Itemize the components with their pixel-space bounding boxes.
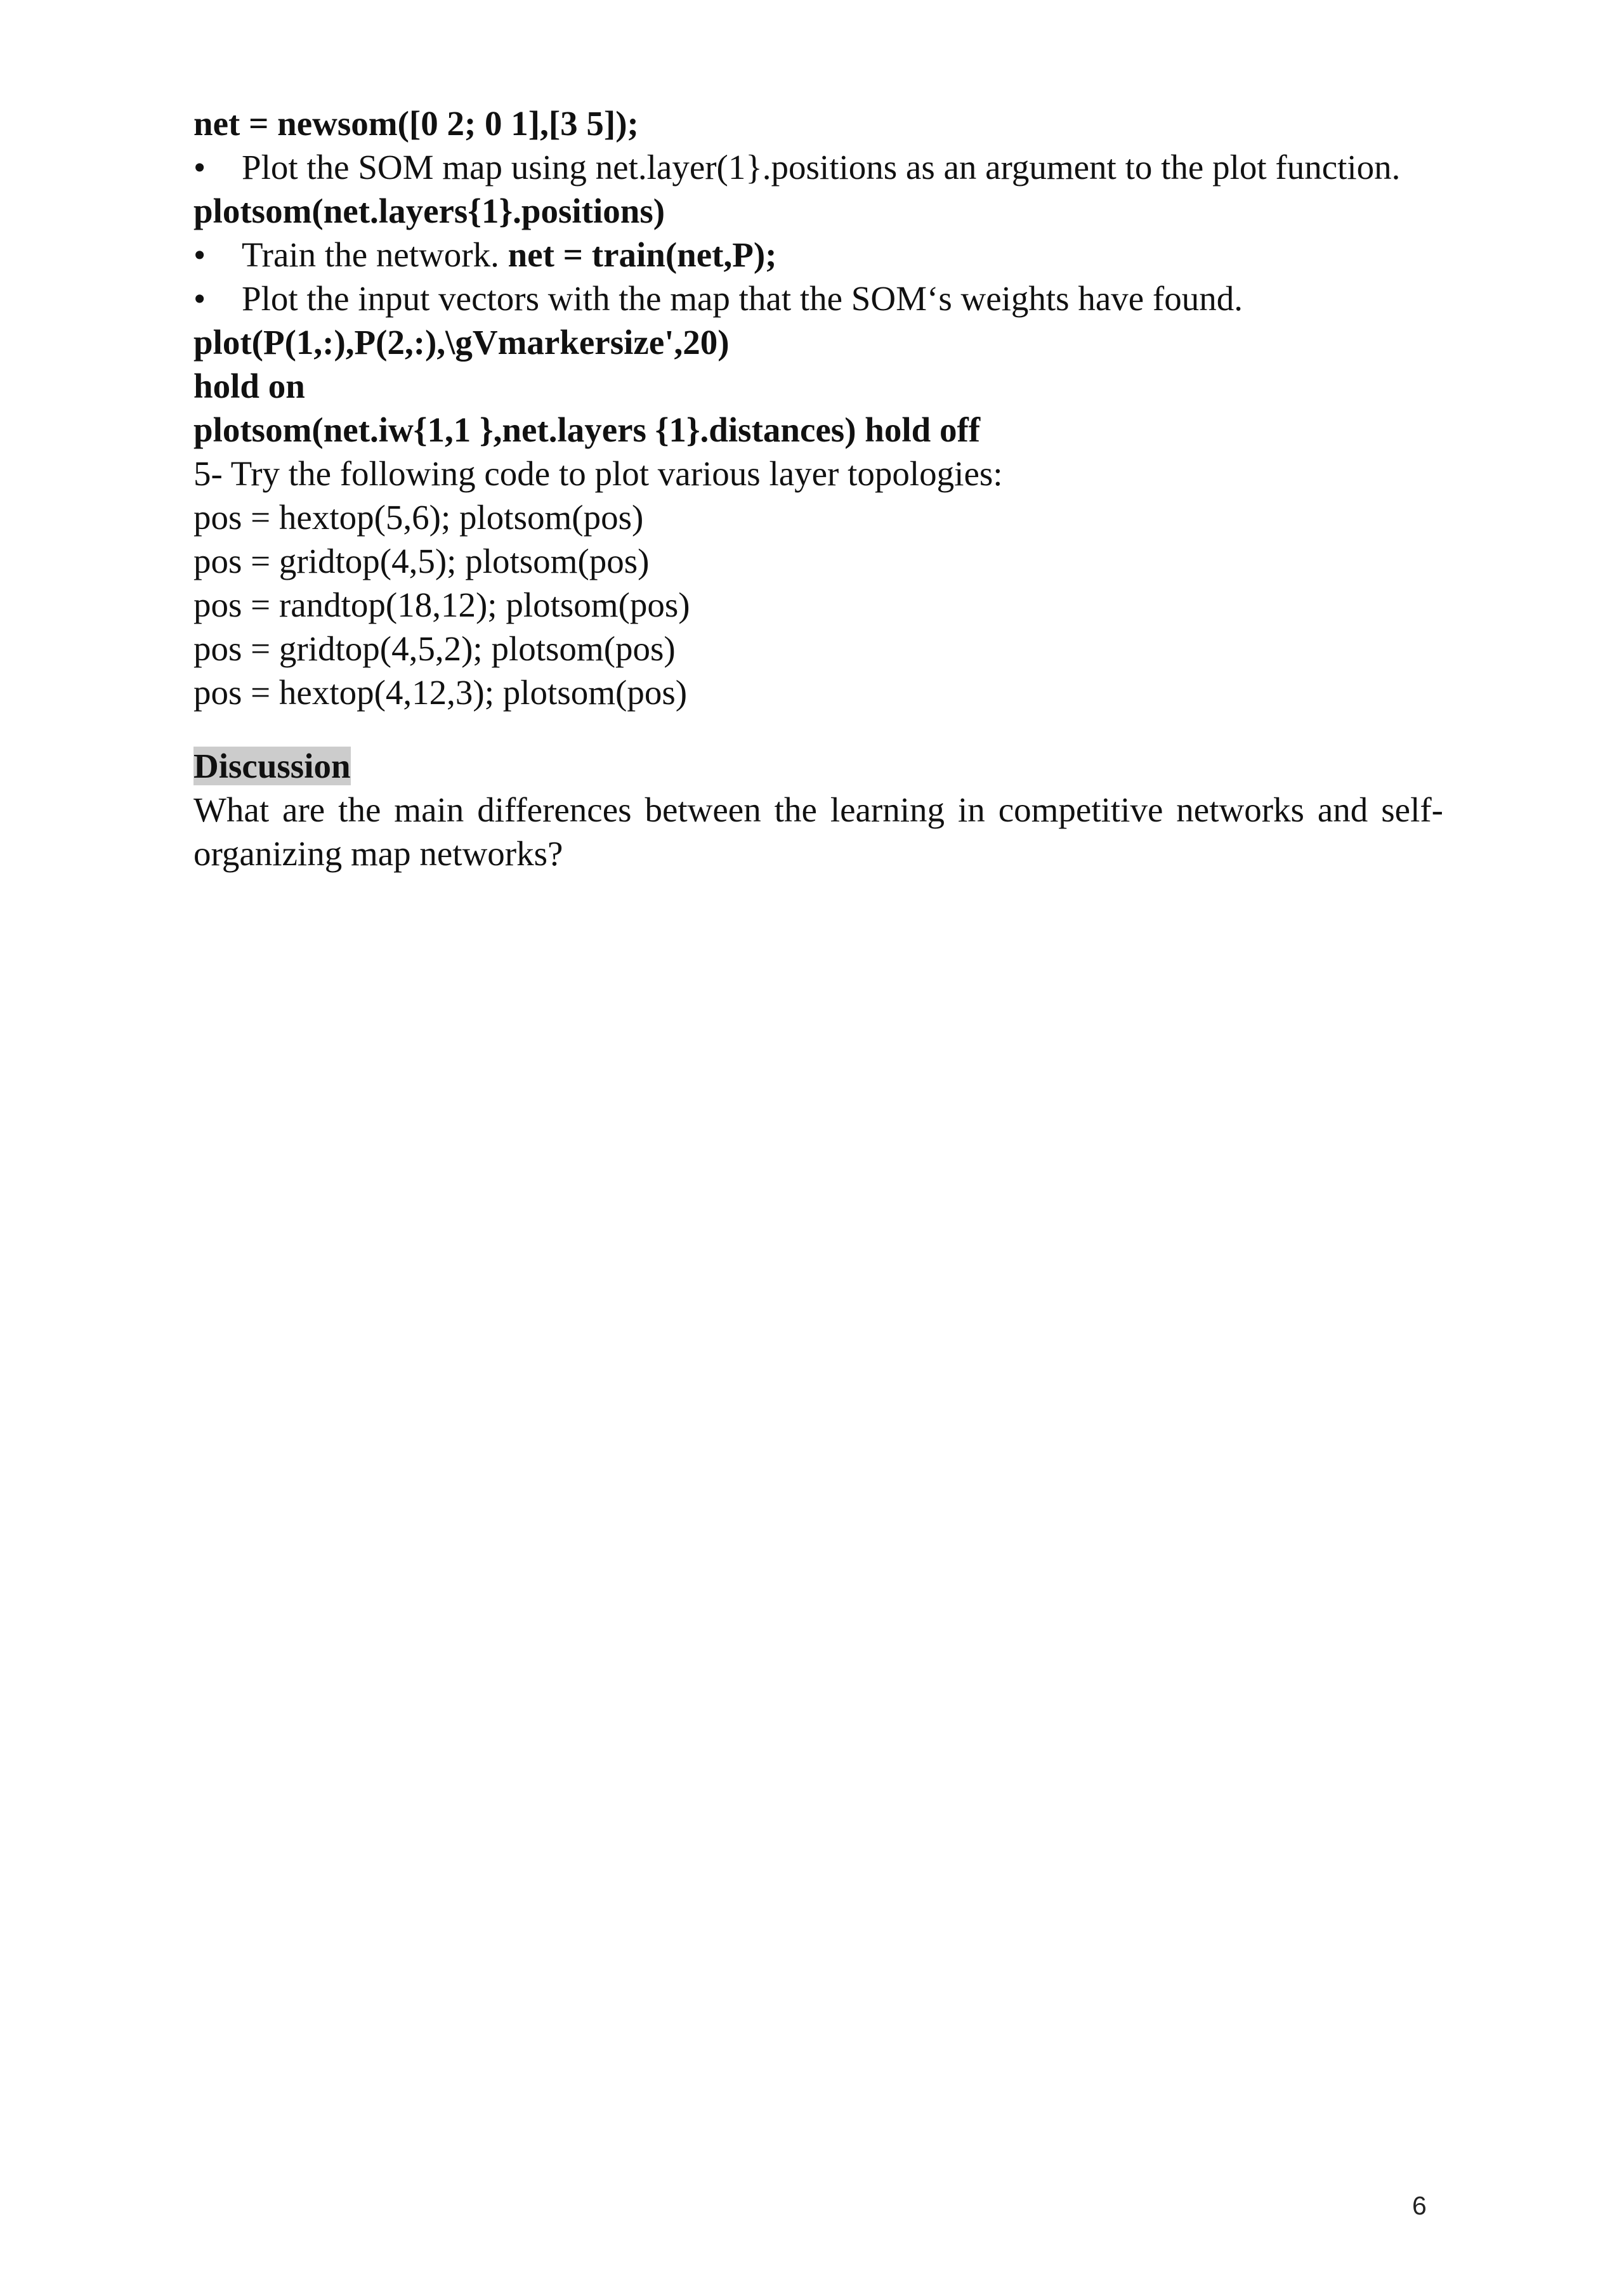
bullet-text: Plot the input vectors with the map that the SOM‘s weights have found. bbox=[242, 279, 1243, 318]
code-randtop-18-12: pos = randtop(18,12); plotsom(pos) bbox=[193, 585, 690, 624]
page-content bbox=[193, 101, 1443, 875]
code-newsom: net = newsom([0 2; 0 1],[3 5]); bbox=[193, 104, 639, 143]
code-gridtop-4-5: pos = gridtop(4,5); plotsom(pos) bbox=[193, 542, 650, 580]
bullet-text-container bbox=[242, 233, 776, 277]
bullet-plot-som-map bbox=[193, 145, 1443, 189]
code-plot-input: plot(P(1,:),P(2,:),\gVmarkersize',20) bbox=[193, 323, 730, 362]
code-hextop-4-12-3: pos = hextop(4,12,3); plotsom(pos) bbox=[193, 673, 688, 712]
step-5-instruction: 5- Try the following code to plot various layer topologies: bbox=[193, 454, 1003, 493]
code-hextop-5-6: pos = hextop(5,6); plotsom(pos) bbox=[193, 498, 644, 537]
code-hold-on: hold on bbox=[193, 367, 305, 405]
bullet-text: Plot the SOM map using net.layer(1}.positions as an argument to the plot function. bbox=[242, 148, 1401, 186]
discussion-section bbox=[193, 744, 1443, 875]
bullet-train-network bbox=[193, 233, 1443, 277]
discussion-question: What are the main differences between the learning in competitive networks and self-organizing map networks? bbox=[193, 790, 1443, 873]
bullet-mark: • bbox=[193, 148, 206, 186]
discussion-heading: Discussion bbox=[193, 747, 351, 785]
code-gridtop-4-5-2: pos = gridtop(4,5,2); plotsom(pos) bbox=[193, 629, 676, 668]
bullet-mark: • bbox=[193, 279, 206, 318]
code-plotsom-weights: plotsom(net.iw{1,1 },net.layers {1}.distances) hold off bbox=[193, 410, 981, 449]
bullet-mark: • bbox=[193, 235, 206, 274]
code-plotsom-positions: plotsom(net.layers{1}.positions) bbox=[193, 192, 665, 230]
page-number: 6 bbox=[1412, 2191, 1427, 2220]
bullet-text: Train the network. bbox=[242, 235, 508, 274]
bullet-plot-input-vectors bbox=[193, 277, 1443, 320]
inline-code-train: net = train(net,P); bbox=[508, 235, 777, 274]
